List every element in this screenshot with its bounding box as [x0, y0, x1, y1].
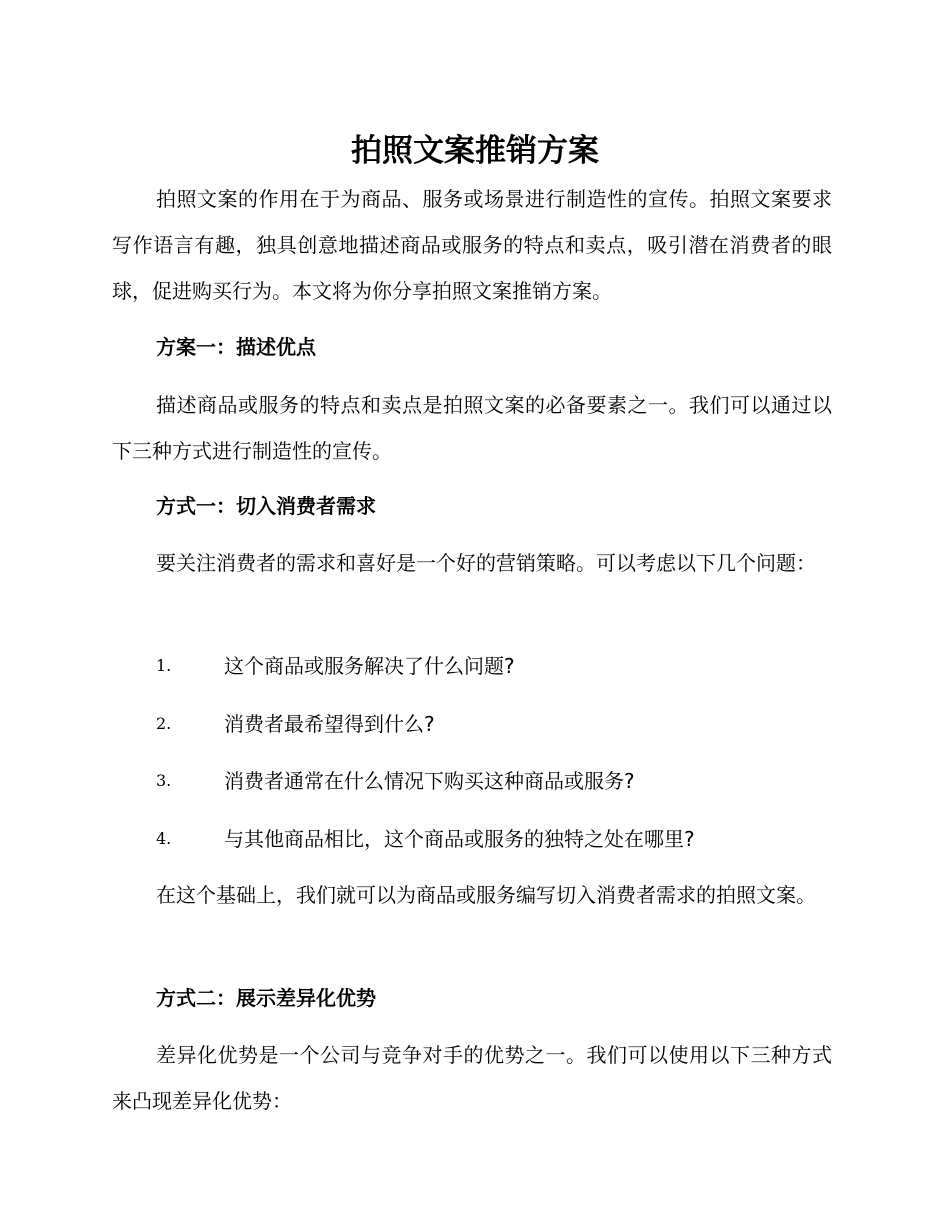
list-text: 消费者最希望得到什么? — [224, 712, 435, 736]
document-title: 拍照文案推销方案 — [351, 133, 599, 169]
intro-paragraph: 拍照文案的作用在于为商品、服务或场景进行制造性的宣传。拍照文案要求写作语言有趣，独具创意地描述商品或服务的特点和卖点，吸引潜在消费者的眼球，促进购买行为。本文将为你分享拍照文案推销方案。 — [112, 187, 832, 303]
plan1-paragraph: 描述商品或服务的特点和卖点是拍照文案的必备要素之一。我们可以通过以下三种方式进行制造性的宣传。 — [112, 393, 832, 463]
list-number: 1. — [156, 656, 172, 675]
method2-heading: 方式二：展示差异化优势 — [156, 986, 376, 1010]
list-number: 4. — [156, 829, 172, 848]
list-number: 3. — [156, 771, 172, 790]
method2-paragraph: 差异化优势是一个公司与竞争对手的优势之一。我们可以使用以下三种方式来凸现差异化优势： — [112, 1043, 832, 1113]
list-number: 2. — [156, 714, 172, 733]
method1-conclusion: 在这个基础上，我们就可以为商品或服务编写切入消费者需求的拍照文案。 — [156, 883, 816, 907]
method1-heading: 方式一：切入消费者需求 — [156, 494, 376, 518]
list-text: 与其他商品相比，这个商品或服务的独特之处在哪里? — [224, 827, 695, 851]
plan1-heading: 方案一：描述优点 — [156, 335, 316, 359]
list-text: 消费者通常在什么情况下购买这种商品或服务? — [224, 769, 635, 793]
method1-paragraph: 要关注消费者的需求和喜好是一个好的营销策略。可以考虑以下几个问题： — [156, 551, 816, 575]
list-text: 这个商品或服务解决了什么问题? — [224, 654, 515, 678]
